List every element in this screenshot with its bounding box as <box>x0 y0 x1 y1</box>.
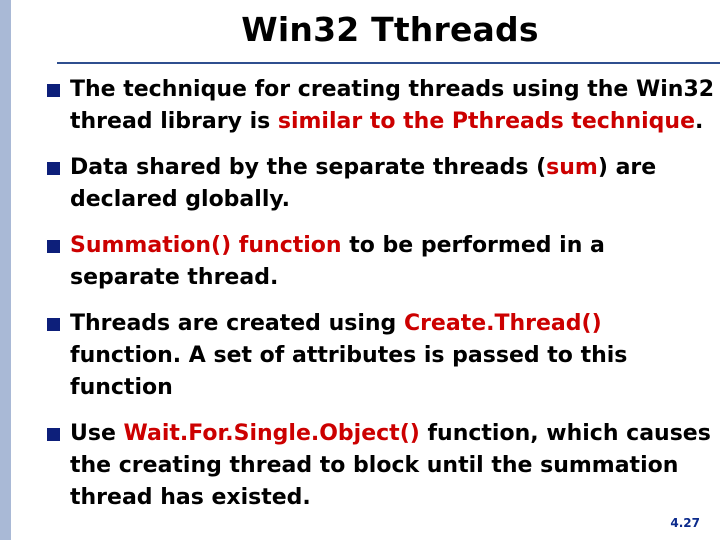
bullet-item <box>47 152 717 216</box>
slide-title: Win32 Tthreads <box>241 10 539 49</box>
square-bullet-icon <box>47 240 60 253</box>
bullet-highlight: similar to the Pthreads technique <box>277 109 696 134</box>
bullet-text: function. A set of attributes is passed to this function <box>70 343 628 400</box>
square-bullet-icon <box>47 162 60 175</box>
bullet-text: function, which causes the creating thread to block until the summation thread has existed. <box>70 421 711 510</box>
bullet-item <box>47 418 717 514</box>
bullet-text: Use <box>70 421 124 446</box>
title-underline <box>57 62 720 64</box>
bullet-highlight: Summation() function <box>70 233 342 258</box>
bullet-item <box>47 308 717 404</box>
bullet-item <box>47 230 717 294</box>
bullet-text: ) are declared globally. <box>70 155 657 212</box>
bullet-item <box>47 74 717 138</box>
bullet-list <box>47 74 717 528</box>
bullet-highlight: Wait.For.Single.Object() <box>123 421 420 446</box>
square-bullet-icon <box>47 318 60 331</box>
left-accent-bar <box>0 0 11 540</box>
bullet-text: The technique for creating threads using the Win32 thread library is <box>70 77 715 134</box>
bullet-text: Threads are created using <box>70 311 404 336</box>
square-bullet-icon <box>47 84 60 97</box>
bullet-highlight: Create.Thread() <box>403 311 602 336</box>
bullet-text: . <box>695 109 704 134</box>
bullet-text: Data shared by the separate threads ( <box>70 155 547 180</box>
bullet-highlight: sum <box>546 155 598 180</box>
square-bullet-icon <box>47 428 60 441</box>
page-number: 4.27 <box>670 516 700 530</box>
bullet-text: to be performed in a separate thread. <box>70 233 605 290</box>
